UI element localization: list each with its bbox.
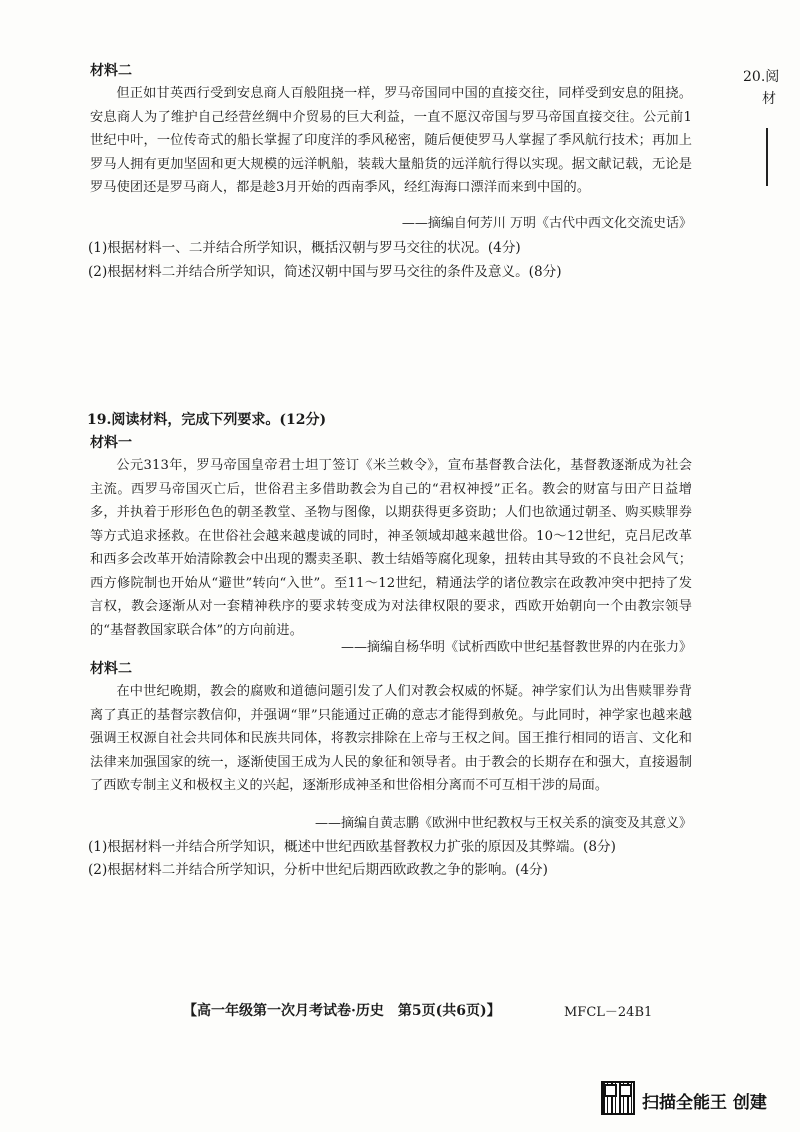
q18-material2-text: 但正如甘英西行受到安息商人百般阻挠一样，罗马帝国同中国的直接交往，同样受到安息的阻挠。安息商人为了维护自己经营丝绸中介贸易的巨大利益，一直不愿汉帝国与罗马帝国直接交往。公元前1世纪中叶，一位传奇式的船长掌握了印度洋的季风秘密，随后便使罗马人掌握了季风航行技术；再加上罗马人拥有更加坚固和更大规模的远洋帆船，装载大量船货的远洋航行得以实现。据文献记载，无论是罗马使团还是罗马商人，都是趁3月开始的西南季风，经红海海口漂洋而来到中国的。 [90, 86, 692, 195]
q18-question-2: (2)根据材料二并结合所学知识，简述汉朝中国与罗马交往的条件及意义。(8分) [88, 264, 562, 280]
page-footer-title: 【高一年级第一次月考试卷·历史 第5页(共6页)】 [183, 1003, 501, 1019]
q19-material2-label: 材料二 [90, 661, 132, 677]
edge-question-fragment: 材 [762, 91, 776, 107]
qr-code-icon [601, 1081, 635, 1115]
q19-question-2: (2)根据材料二并结合所学知识，分析中世纪后期西欧政教之争的影响。(4分) [88, 862, 548, 878]
q19-material2-citation: ——摘编自黄志鹏《欧洲中世纪教权与王权关系的演变及其意义》 [314, 816, 692, 831]
q18-question-1: (1)根据材料一、二并结合所学知识，概括汉朝与罗马交往的状况。(4分) [88, 240, 521, 256]
q19-material1-label: 材料一 [90, 435, 132, 451]
scanner-watermark: 扫描全能王 创建 [642, 1093, 767, 1113]
edge-question-number: 20.阅 [743, 69, 780, 85]
q18-material2-label: 材料二 [90, 63, 132, 79]
q19-question-1: (1)根据材料一并结合所学知识，概述中世纪西欧基督教权力扩张的原因及其弊端。(8分) [88, 839, 616, 855]
q19-material1-citation: ——摘编自杨华明《试析西欧中世纪基督教世界的内在张力》 [340, 640, 692, 655]
q18-material2-citation: ——摘编自何芳川 万明《古代中西文化交流史话》 [401, 216, 692, 231]
q19-material1-text: 公元313年，罗马帝国皇帝君士坦丁签订《米兰敕令》，宣布基督教合法化，基督教逐渐成为社会主流。西罗马帝国灭亡后，世俗君主多借助教会为自己的“君权神授”正名。教会的财富与田产日益增多，并执着于形形色色的朝圣教堂、圣物与图像，以期获得更多资助；人们也欲通过朝圣、购买赎罪券等方式追求拯救。在世俗社会越来越虔诚的同时，神圣领域却越来越世俗。10～12世纪，克吕尼改革和西多会改革开始清除教会中出现的鬻卖圣职、教士结婚等腐化现象，扭转由其导致的不良社会风气；西方修院制也开始从“避世”转向“入世”。至11～12世纪，精通法学的诸位教宗在政教冲突中把持了发言权，教会逐渐从对一套精神秩序的要求转变成为对法律权限的要求，西欧开始朝向一个由教宗领导的“基督教国家联合体”的方向前进。 [90, 458, 692, 638]
q19-material2-text: 在中世纪晚期，教会的腐败和道德问题引发了人们对教会权威的怀疑。神学家们认为出售赎罪券背离了真正的基督宗教信仰，并强调“罪”只能通过正确的意志才能得到赦免。与此同时，神学家也越来越强调王权源自社会共同体和民族共同体，将教宗排除在上帝与王权之间。国王推行相同的语言、文化和法律来加强国家的统一，逐渐使国王成为人民的象征和领导者。由于教会的长期存在和强大，直接遏制了西欧专制主义和极权主义的兴起，逐渐形成神圣和世俗相分离而不可互相干涉的局面。 [90, 684, 692, 793]
q19-heading: 19.阅读材料，完成下列要求。(12分) [87, 412, 327, 428]
edge-answer-line [766, 128, 768, 186]
page-footer-code: MFCL－24B1 [564, 1005, 653, 1020]
